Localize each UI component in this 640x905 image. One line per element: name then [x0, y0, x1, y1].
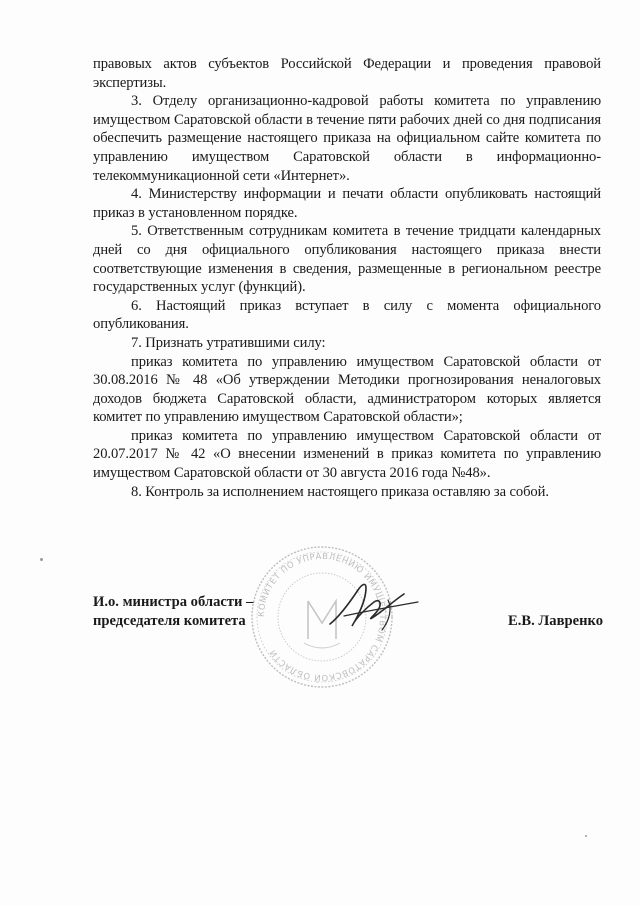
signature-block [93, 593, 603, 633]
paragraph-7-item-2: приказ комитета по управлению имуществом Саратовской области от 20.07.2017 № 42 «О внесении изменений в приказ комитета по управлению имуществом Саратовской области от 30 августа 2016 года №48». [93, 427, 601, 482]
paragraph-6: 6. Настоящий приказ вступает в силу с момента официального опубликования. [93, 297, 601, 333]
signatory-title-line-2: председателя комитета [93, 613, 246, 629]
scan-artifact [585, 835, 587, 837]
paragraph-7: 7. Признать утратившими силу: [131, 334, 326, 351]
signatory-name: Е.В. Лавренко [508, 613, 603, 629]
scan-artifact [40, 558, 43, 561]
signatory-title-line-1: И.о. министра области – [93, 594, 254, 610]
paragraph-8: 8. Контроль за исполнением настоящего приказа оставляю за собой. [131, 483, 549, 500]
paragraph-4: 4. Министерству информации и печати области опубликовать настоящий приказ в установленном порядке. [93, 186, 601, 221]
order-body [93, 55, 601, 501]
signatory-title [93, 593, 253, 631]
paragraph-7-item-1: приказ комитета по управлению имуществом Саратовской области от 30.08.2016 № 48 «Об утверждении Методики прогнозирования неналоговых доходов бюджета Саратовской области, администратором которых является комитет по управлению имуществом Саратовской области»; [93, 353, 601, 426]
paragraph-3: 3. Отделу организационно-кадровой работы комитета по управлению имуществом Саратовской области в течение пяти рабочих дней со дня подписания обеспечить размещение настоящего приказа на официальном сайте комитета по управлению имуществом Саратовской области в информационно-телекоммуникационной сети «Интернет». [93, 93, 601, 184]
svg-text:КОМИТЕТ ПО УПРАВЛЕНИЮ ИМУЩЕСТВ: КОМИТЕТ ПО УПРАВЛЕНИЮ ИМУЩЕСТВОМ САРАТОВСКОЙ ОБЛАСТИ [255, 550, 389, 684]
paragraph-continuation: правовых актов субъектов Российской Федерации и проведения правовой экспертизы. [93, 56, 601, 91]
paragraph-5: 5. Ответственным сотрудникам комитета в течение тридцати календарных дней со дня официального опубликования настоящего приказа внести соответствующие изменения в сведения, размещенные в региональном реестре государственных услуг (функций). [93, 223, 601, 296]
